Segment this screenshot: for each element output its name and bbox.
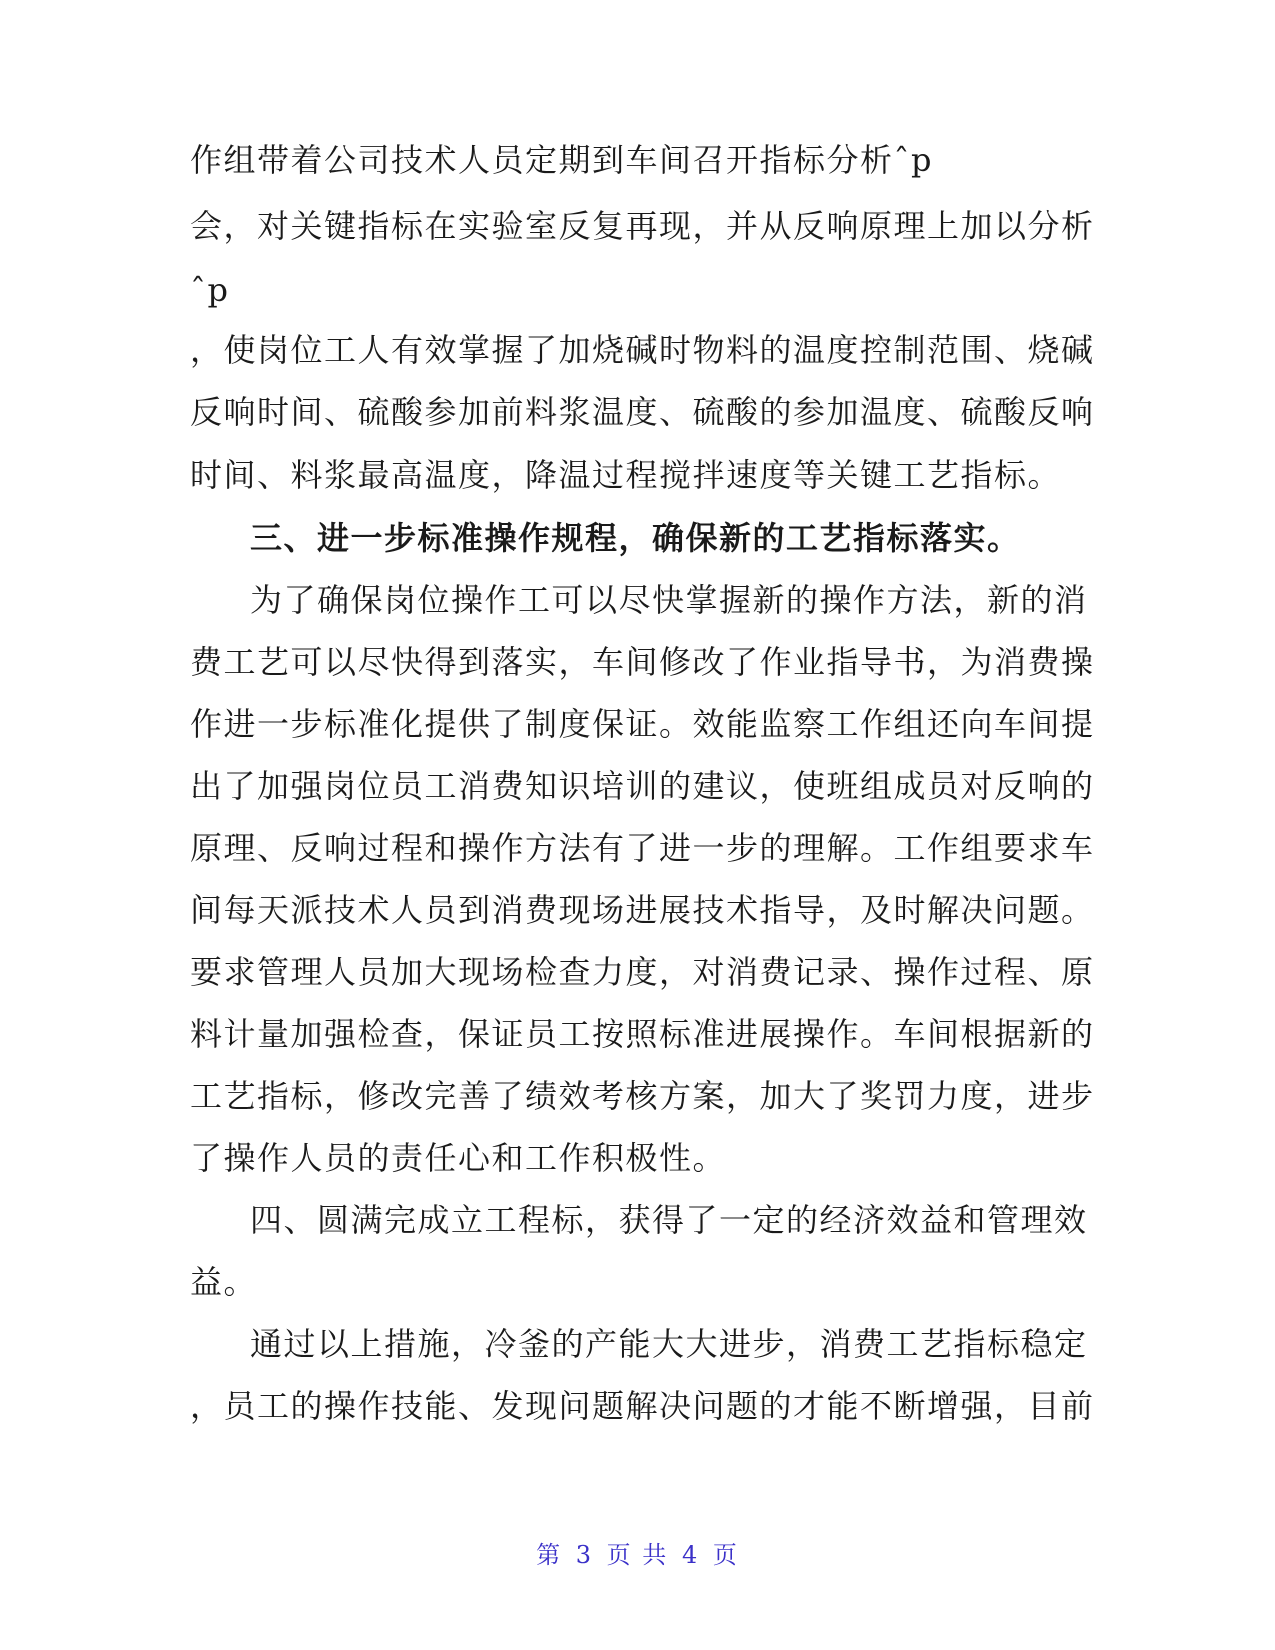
body-line: 间每天派技术人员到消费现场进展技术指导，及时解决问题。	[190, 891, 1095, 929]
body-line: 原理、反响过程和操作方法有了进一步的理解。工作组要求车	[190, 829, 1095, 867]
footer-suffix: 页	[712, 1541, 739, 1569]
body-line: 作进一步标准化提供了制度保证。效能监察工作组还向车间提	[190, 705, 1095, 743]
body-line: 了操作人员的责任心和工作积极性。	[190, 1139, 727, 1177]
body-line: 工艺指标，修改完善了绩效考核方案，加大了奖罚力度，进步	[190, 1077, 1095, 1115]
body-line: 费工艺可以尽快得到落实，车间修改了作业指导书，为消费操	[190, 643, 1095, 681]
body-line: 益。	[190, 1263, 258, 1301]
body-line: ˆp	[190, 271, 230, 309]
body-line: 要求管理人员加大现场检查力度，对消费记录、操作过程、原	[190, 953, 1095, 991]
footer-current-page: 3	[575, 1541, 594, 1569]
footer-middle: 页 共	[606, 1541, 669, 1569]
section-heading: 三、进一步标准操作规程，确保新的工艺指标落实。	[250, 519, 1021, 557]
body-line: 会，对关键指标在实验室反复再现，并从反响原理上加以分析	[190, 207, 1095, 245]
body-line: 反响时间、硫酸参加前料浆温度、硫酸的参加温度、硫酸反响	[190, 393, 1095, 431]
body-line: 出了加强岗位员工消费知识培训的建议，使班组成员对反响的	[190, 767, 1095, 805]
footer-prefix: 第	[536, 1541, 563, 1569]
body-line: 作组带着公司技术人员定期到车间召开指标分析ˆp	[190, 141, 933, 179]
body-line: ，员工的操作技能、发现问题解决问题的才能不断增强，目前	[190, 1387, 1095, 1425]
body-line: 为了确保岗位操作工可以尽快掌握新的操作方法，新的消	[250, 581, 1088, 619]
body-line: ，使岗位工人有效掌握了加烧碱时物料的温度控制范围、烧碱	[190, 331, 1095, 369]
body-line: 料计量加强检查，保证员工按照标准进展操作。车间根据新的	[190, 1015, 1095, 1053]
section-heading: 四、圆满完成立工程标，获得了一定的经济效益和管理效	[250, 1201, 1088, 1239]
body-line: 时间、料浆最高温度，降温过程搅拌速度等关键工艺指标。	[190, 456, 1062, 494]
footer-total-pages: 4	[681, 1541, 700, 1569]
body-line: 通过以上措施，冷釜的产能大大进步，消费工艺指标稳定	[250, 1325, 1088, 1363]
page-footer	[0, 1540, 1275, 1570]
